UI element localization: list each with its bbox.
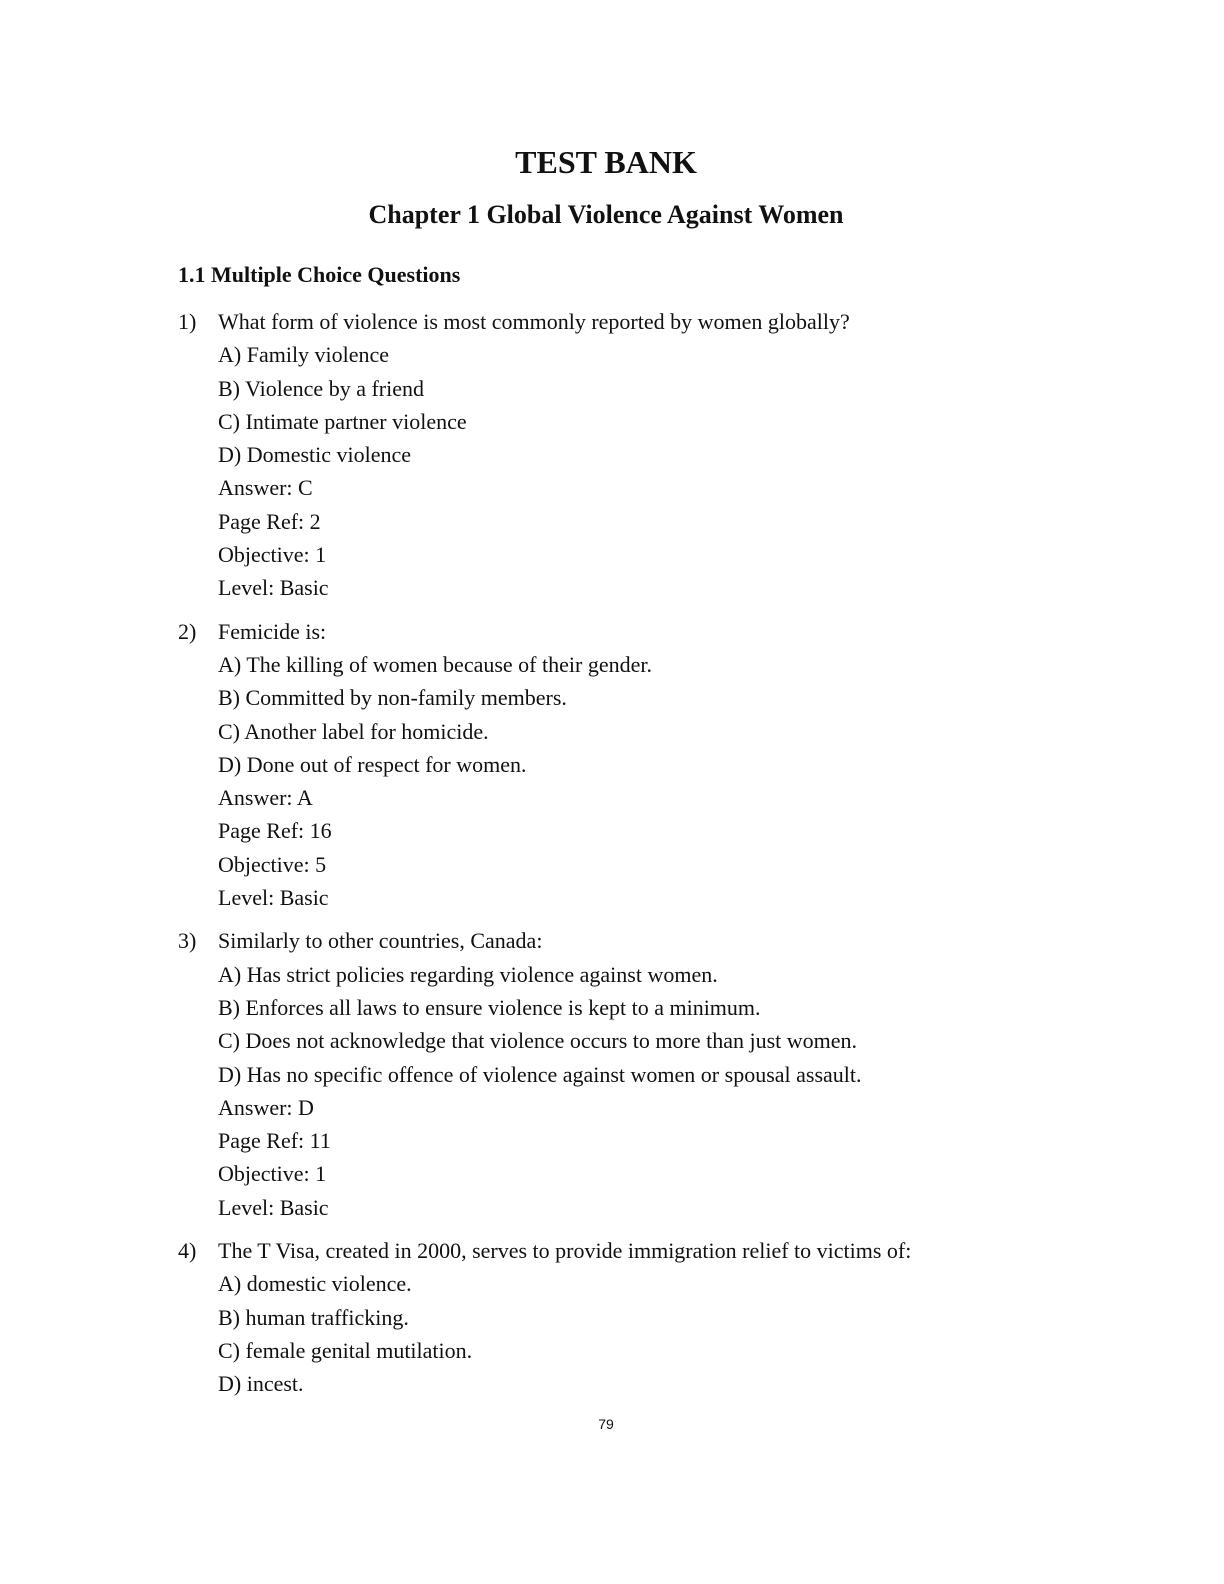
page-ref: Page Ref: 11 [218, 1128, 331, 1154]
question-list [178, 305, 1128, 1411]
section-title: 1.1 Multiple Choice Questions [178, 262, 461, 287]
option-b: B) human trafficking. [218, 1304, 409, 1330]
option-d: D) Domestic violence [218, 442, 412, 468]
answer: Answer: A [218, 785, 313, 811]
page-title: TEST BANK [515, 144, 697, 180]
option-a: A) Family violence [218, 342, 390, 368]
question-stem: The T Visa, created in 2000, serves to provide immigration relief to victims of: [218, 1238, 912, 1264]
option-a: A) The killing of women because of their gender. [218, 651, 652, 677]
page-ref: Page Ref: 16 [218, 818, 332, 844]
option-a: A) domestic violence. [218, 1271, 412, 1297]
option-d: D) incest. [218, 1371, 304, 1397]
objective: Objective: 5 [218, 851, 327, 877]
question-number: 1) [178, 309, 197, 334]
option-c: C) female genital mutilation. [218, 1337, 473, 1363]
question-2 [178, 615, 1128, 915]
level: Level: Basic [218, 1194, 329, 1220]
question-3-stem-row [178, 924, 1128, 957]
level: Level: Basic [218, 885, 329, 911]
answer: Answer: D [218, 1094, 314, 1120]
option-c: C) Another label for homicide. [218, 718, 489, 744]
option-c: C) Does not acknowledge that violence occurs to more than just women. [218, 1028, 858, 1054]
objective: Objective: 1 [218, 542, 327, 568]
option-b: B) Violence by a friend [218, 375, 424, 401]
objective: Objective: 1 [218, 1161, 327, 1187]
page-ref: Page Ref: 2 [218, 508, 321, 534]
question-3 [178, 924, 1128, 1224]
option-a: A) Has strict policies regarding violence against women. [218, 961, 718, 987]
option-b: B) Committed by non-family members. [218, 685, 567, 711]
option-d: D) Done out of respect for women. [218, 751, 527, 777]
question-stem: What form of violence is most commonly reported by women globally? [218, 309, 850, 334]
question-number: 3) [178, 928, 197, 954]
question-1 [178, 305, 1128, 605]
page-number: 79 [598, 1416, 614, 1432]
question-stem: Similarly to other countries, Canada: [218, 928, 543, 954]
chapter-title: Chapter 1 Global Violence Against Women [368, 200, 844, 229]
question-4 [178, 1234, 1128, 1400]
question-stem: Femicide is: [218, 618, 327, 644]
question-number: 2) [178, 618, 197, 644]
question-number: 4) [178, 1238, 197, 1264]
level: Level: Basic [218, 575, 329, 601]
option-c: C) Intimate partner violence [218, 408, 467, 434]
question-1-stem-row [178, 305, 1128, 338]
answer: Answer: C [218, 475, 313, 501]
option-d: D) Has no specific offence of violence against women or spousal assault. [218, 1061, 862, 1087]
option-b: B) Enforces all laws to ensure violence is kept to a minimum. [218, 994, 761, 1020]
question-4-stem-row [178, 1234, 1128, 1267]
question-2-stem-row [178, 615, 1128, 648]
